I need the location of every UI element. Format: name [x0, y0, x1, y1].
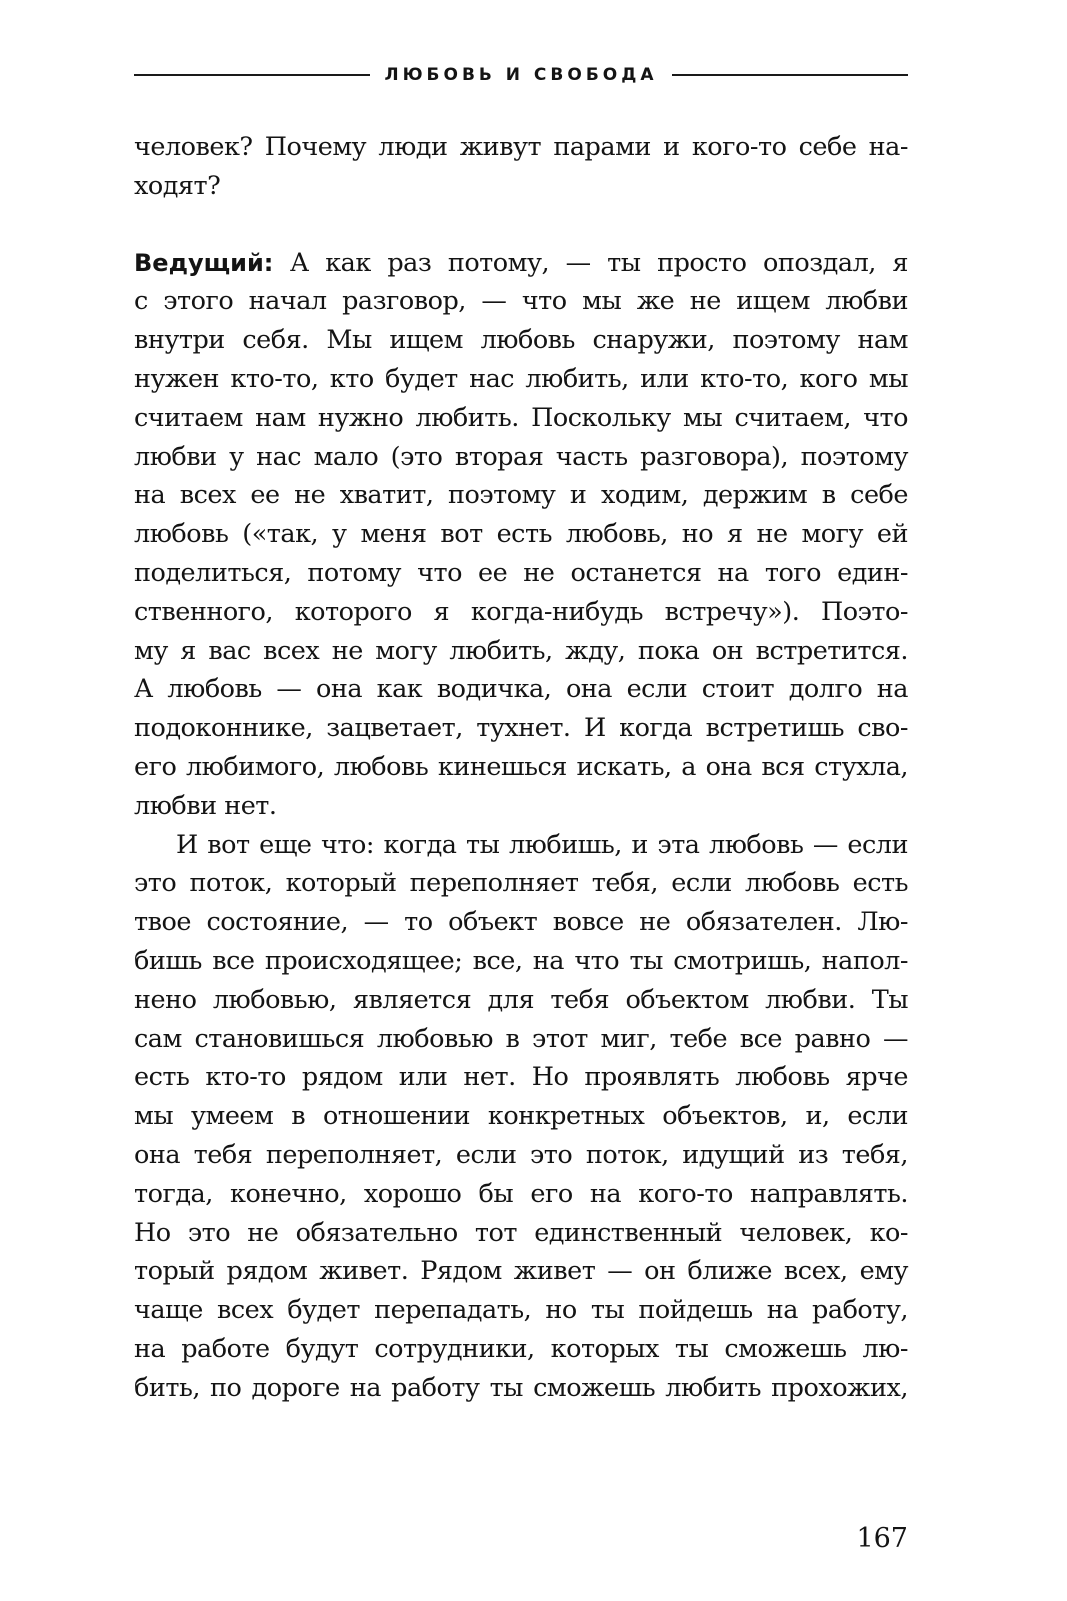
text-line: внутри себя. Мы ищем любовь снаружи, поэтому нам — [134, 325, 908, 356]
text-line: мы умеем в отношении конкретных объектов, и, если — [134, 1101, 908, 1132]
text-line: поделиться, потому что ее не останется на того един- — [134, 557, 908, 588]
text-line: тогда, конечно, хорошо бы его на кого-то направлять. — [134, 1178, 908, 1209]
running-head-title: ЛЮБОВЬ И СВОБОДА — [384, 65, 658, 85]
text-line: торый рядом живет. Рядом живет — он ближе всех, ему — [134, 1256, 908, 1287]
text-line: любви у нас мало (это вторая часть разговора), поэтому — [134, 441, 908, 472]
text-line: нено любовью, является для тебя объектом любви. Ты — [134, 984, 908, 1015]
text-line: ственного, которого я когда-нибудь встречу»). Поэто- — [134, 596, 908, 627]
text-line: любовь («так, у меня вот есть любовь, но я не могу ей — [134, 519, 908, 550]
text-line: А любовь — она как водичка, она если стоит долго на — [134, 674, 908, 705]
paragraph-1 — [134, 128, 908, 206]
body-text — [134, 128, 908, 1408]
text-line: сам становишься любовью в этот миг, тебе все равно — — [134, 1023, 908, 1054]
text-line: бить, по дороге на работу ты сможешь любить прохожих, — [134, 1372, 908, 1403]
text-line: подоконнике, зацветает, тухнет. И когда встретишь сво- — [134, 713, 908, 744]
running-head-rule-left — [134, 74, 370, 76]
running-head — [134, 58, 908, 92]
text-line: считаем нам нужно любить. Поскольку мы считаем, что — [134, 402, 908, 433]
text-line — [134, 244, 908, 283]
text-line-rest: А как раз потому, — ты просто опоздал, я — [273, 247, 908, 278]
text-line: ходят? — [134, 170, 221, 201]
paragraph-3 — [134, 826, 908, 1408]
speaker-label: Ведущий: — [134, 248, 274, 277]
text-line: му я вас всех не могу любить, жду, пока он встретится. — [134, 635, 908, 666]
text-line: это поток, который переполняет тебя, если любовь есть — [134, 868, 908, 899]
text-line: твое состояние, — то объект вовсе не обязателен. Лю- — [134, 907, 908, 938]
paragraph-2 — [134, 244, 908, 826]
text-line: его любимого, любовь кинешься искать, а она вся стухла, — [134, 751, 908, 782]
text-line: с этого начал разговор, — что мы же не ищем любви — [134, 286, 908, 317]
text-line: на работе будут сотрудники, которых ты сможешь лю- — [134, 1333, 908, 1364]
text-line: И вот еще что: когда ты любишь, и эта любовь — если — [176, 829, 908, 860]
page-number: 167 — [856, 1523, 908, 1554]
running-head-rule-right — [672, 74, 908, 76]
text-line: Но это не обязательно тот единственный человек, ко- — [134, 1217, 908, 1248]
text-line: нужен кто-то, кто будет нас любить, или кто-то, кого мы — [134, 363, 908, 394]
paragraph-gap — [134, 206, 908, 244]
text-line: бишь все происходящее; все, на что ты смотришь, напол- — [134, 945, 908, 976]
text-line: она тебя переполняет, если это поток, идущий из тебя, — [134, 1139, 908, 1170]
text-line: есть кто-то рядом или нет. Но проявлять любовь ярче — [134, 1062, 908, 1093]
text-line: на всех ее не хватит, поэтому и ходим, держим в себе — [134, 480, 908, 511]
text-line: человек? Почему люди живут парами и кого-то себе на- — [134, 132, 908, 162]
text-line: любви нет. — [134, 790, 277, 821]
text-line: чаще всех будет перепадать, но ты пойдешь на работу, — [134, 1295, 908, 1326]
